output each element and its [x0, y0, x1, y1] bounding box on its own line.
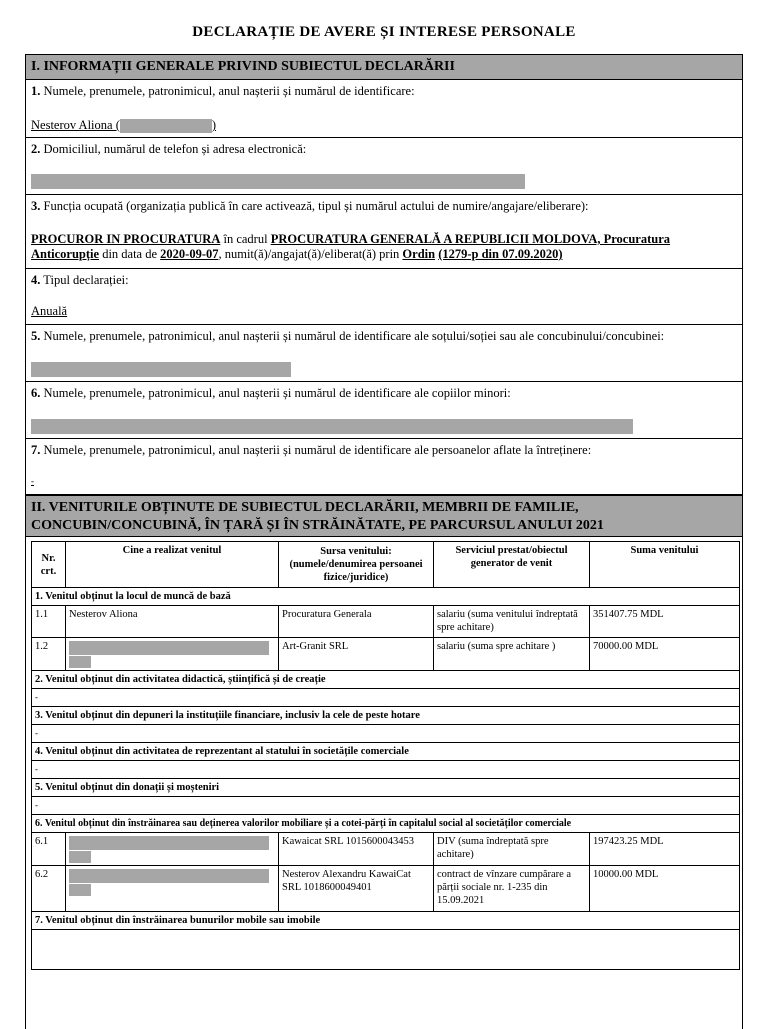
question-7-number: 7.: [31, 443, 41, 457]
category-row-6: [32, 815, 740, 833]
empty-marker: -: [32, 725, 740, 743]
section-2-heading-line-2: CONCUBIN/CONCUBINĂ, ÎN ȚARĂ ȘI ÎN STRĂINĂTATE, PE PARCURSUL ANULUI 2021: [31, 518, 604, 533]
empty-row: [32, 725, 740, 743]
section-2-heading: [25, 495, 743, 537]
category-row-4: [32, 743, 740, 761]
col-header-service: Serviciul prestat/obiectul generator de venit: [434, 542, 590, 588]
question-3-answer: [31, 232, 737, 262]
date-connector: din data de: [99, 247, 161, 261]
table-row: [32, 606, 740, 638]
question-1-answer-close: ): [211, 118, 217, 132]
table-row: [32, 866, 740, 912]
question-2-label: [31, 141, 737, 157]
redacted-name: [69, 641, 269, 655]
category-row-2: [32, 671, 740, 689]
income-recipient: Nesterov Aliona: [66, 606, 279, 638]
redacted-name: [69, 836, 269, 850]
income-service: contract de vînzare cumpărare a părții sociale nr. 1-235 din 15.09.2021: [434, 866, 590, 912]
redacted-name-tail: [69, 884, 91, 896]
row-number: 6.1: [32, 833, 66, 866]
appointment-connector: , numit(ă)/angajat(ă)/eliberat(ă) prin: [218, 247, 403, 261]
question-5-number: 5.: [31, 329, 41, 343]
empty-marker: -: [32, 689, 740, 707]
income-source: Art-Granit SRL: [279, 638, 434, 671]
question-1-number: 1.: [31, 84, 41, 98]
row-number: 6.2: [32, 866, 66, 912]
income-service: DIV (suma îndreptată spre achitare): [434, 833, 590, 866]
question-3-text: Funcția ocupată (organizația publică în care activează, tipul și numărul actului de numire/angajare/eliberare):: [40, 199, 589, 213]
question-2-number: 2.: [31, 142, 41, 156]
category-row-5: [32, 779, 740, 797]
question-4-text: Tipul declarației:: [40, 273, 129, 287]
category-6-label: 6. Venitul obținut din înstrăinarea sau deținerea valorilor mobiliare și a cotei-părți în capitalul social al societăților comerciale: [32, 815, 740, 833]
income-amount: 197423.25 MDL: [590, 833, 740, 866]
question-5-text: Numele, prenumele, patronimicul, anul nașterii și numărul de identificare ale soțului/soției sau ale concubinului/concubinei:: [40, 329, 665, 343]
col-header-amount: Suma venitului: [590, 542, 740, 588]
question-2-box: [25, 138, 743, 195]
income-recipient-redacted: [66, 638, 279, 671]
income-source: Nesterov Alexandru KawaiCat SRL 1018600049401: [279, 866, 434, 912]
question-5-box: [25, 325, 743, 382]
subject-name: Nesterov Aliona (: [31, 118, 120, 132]
document-title: DECLARAȚIE DE AVERE ȘI INTERESE PERSONALE: [192, 24, 576, 40]
redacted-name-tail: [69, 656, 91, 668]
question-7-label: [31, 442, 737, 458]
section-1-heading: I. INFORMAȚII GENERALE PRIVIND SUBIECTUL DECLARĂRII: [25, 54, 743, 80]
table-row: [32, 833, 740, 866]
question-4-number: 4.: [31, 273, 41, 287]
question-4-box: [25, 269, 743, 325]
redacted-address: [31, 174, 525, 189]
organization-name: PROCURATURA GENERALĂ A REPUBLICII MOLDOVA, Procuratura Anticorupție: [31, 232, 671, 261]
redacted-children: [31, 419, 633, 434]
table-row: [32, 638, 740, 671]
question-6-text: Numele, prenumele, patronimicul, anul nașterii și numărul de identificare ale copiilor minori:: [40, 386, 511, 400]
redacted-spouse: [31, 362, 291, 377]
row-number: 1.1: [32, 606, 66, 638]
question-4-label: [31, 272, 737, 288]
empty-marker: -: [32, 797, 740, 815]
act-type: Ordin: [402, 247, 436, 261]
table-header-row: [32, 542, 740, 588]
income-amount: 351407.75 MDL: [590, 606, 740, 638]
empty-row: [32, 689, 740, 707]
question-7-box: [25, 439, 743, 495]
redacted-name-tail: [69, 851, 91, 863]
redacted-name: [69, 869, 269, 883]
income-amount: 70000.00 MDL: [590, 638, 740, 671]
question-6-label: [31, 385, 737, 401]
income-recipient-redacted: [66, 833, 279, 866]
income-source: Kawaicat SRL 1015600043453: [279, 833, 434, 866]
empty-cell: [32, 930, 740, 970]
question-1-answer: [31, 117, 216, 133]
redacted-id: [120, 119, 212, 133]
col-header-nr: Nr. crt.: [32, 542, 66, 588]
declaration-type: Anuală: [31, 304, 68, 318]
appointment-date: 2020-09-07: [160, 247, 219, 261]
income-recipient-redacted: [66, 866, 279, 912]
category-row-3: [32, 707, 740, 725]
category-2-label: 2. Venitul obținut din activitatea didactică, științifică și de creație: [32, 671, 740, 689]
section-2-heading-line-1: II. VENITURILE OBȚINUTE DE SUBIECTUL DECLARĂRII, MEMBRII DE FAMILIE,: [31, 500, 579, 515]
empty-row: [32, 930, 740, 970]
question-1-box: [25, 80, 743, 138]
question-3-box: [25, 195, 743, 269]
category-3-label: 3. Venitul obținut din depuneri la instituțiile financiare, inclusiv la cele de peste hotare: [32, 707, 740, 725]
col-header-who: Cine a realizat venitul: [66, 542, 279, 588]
dependents-answer: -: [31, 476, 34, 486]
connector-text: în cadrul: [220, 232, 271, 246]
category-row-1: [32, 588, 740, 606]
category-row-7: [32, 912, 740, 930]
income-table: [31, 541, 740, 970]
position-title: PROCUROR IN PROCURATURA: [31, 232, 221, 246]
category-1-label: 1. Venitul obținut la locul de muncă de bază: [32, 588, 740, 606]
category-5-label: 5. Venitul obținut din donații și moșteniri: [32, 779, 740, 797]
empty-marker: -: [32, 761, 740, 779]
act-number: (1279-p din 07.09.2020): [438, 247, 563, 261]
empty-row: [32, 797, 740, 815]
question-6-box: [25, 382, 743, 439]
question-1-text: Numele, prenumele, patronimicul, anul nașterii și numărul de identificare:: [40, 84, 415, 98]
category-7-label: 7. Venitul obținut din înstrăinarea bunurilor mobile sau imobile: [32, 912, 740, 930]
question-2-text: Domiciliul, numărul de telefon și adresa electronică:: [40, 142, 307, 156]
question-1-label: [31, 83, 737, 99]
question-5-label: [31, 328, 737, 344]
income-source: Procuratura Generala: [279, 606, 434, 638]
question-3-number: 3.: [31, 199, 41, 213]
col-header-source: Sursa venitului: (numele/denumirea persoanei fizice/juridice): [279, 542, 434, 588]
question-3-label: [31, 198, 737, 214]
income-service: salariu (suma spre achitare ): [434, 638, 590, 671]
question-6-number: 6.: [31, 386, 41, 400]
income-service: salariu (suma venitului îndreptată spre achitare): [434, 606, 590, 638]
income-amount: 10000.00 MDL: [590, 866, 740, 912]
row-number: 1.2: [32, 638, 66, 671]
empty-row: [32, 761, 740, 779]
question-7-text: Numele, prenumele, patronimicul, anul nașterii și numărul de identificare ale persoanelor aflate la întreținere:: [40, 443, 592, 457]
category-4-label: 4. Venitul obținut din activitatea de reprezentant al statului în societățile comerciale: [32, 743, 740, 761]
